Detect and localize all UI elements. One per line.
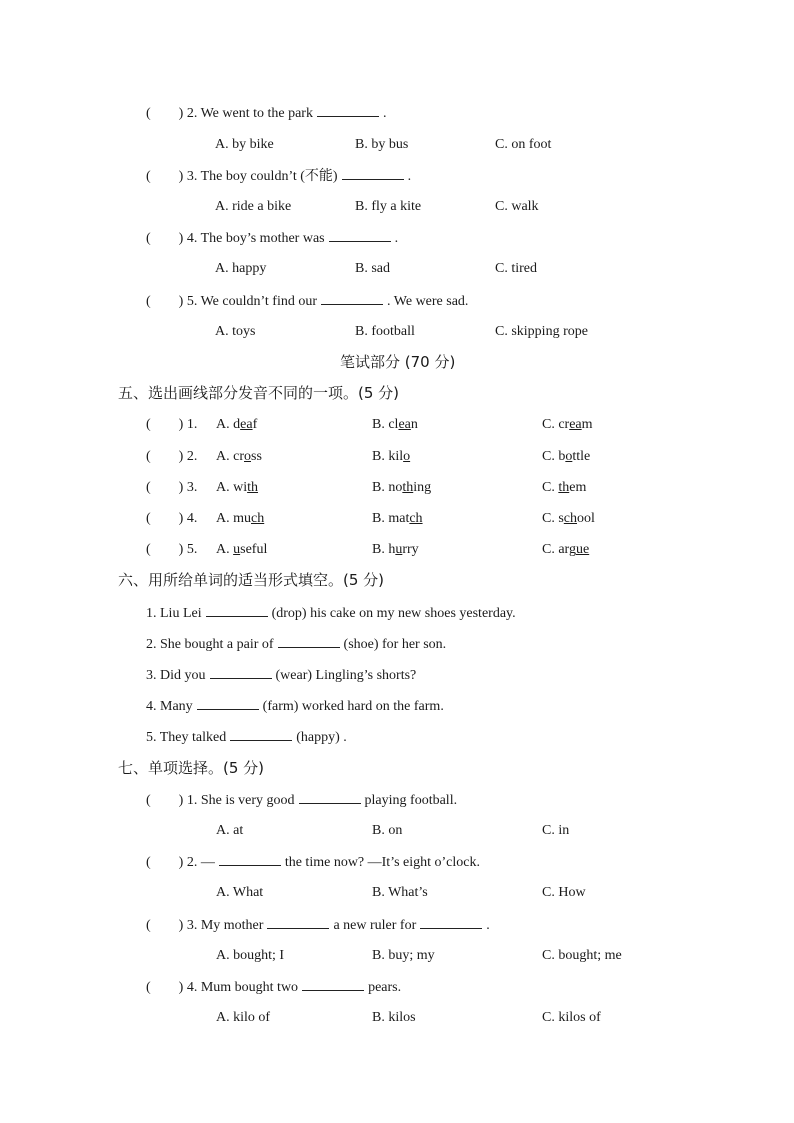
option-a[interactable]: A. bought; I [216, 948, 285, 963]
underlined-letters: th [247, 480, 259, 495]
answer-blank-2[interactable] [420, 916, 482, 929]
question-line [146, 167, 411, 186]
question-text-end: playing football. [364, 793, 458, 808]
option-a[interactable]: A. much [216, 511, 265, 526]
underlined-letters: o [403, 449, 411, 464]
option-a[interactable]: A. by bike [215, 137, 274, 152]
option-b[interactable]: B. fly a kite [355, 199, 422, 214]
answer-blank[interactable] [302, 978, 364, 991]
question-text-mid: a new ruler for [333, 918, 417, 933]
option-c[interactable]: C. tired [495, 261, 537, 276]
phonics-row [146, 541, 197, 559]
answer-paren[interactable]: ( ) [146, 106, 184, 121]
option-c[interactable]: C. skipping rope [495, 324, 588, 339]
question-text-end: . [407, 169, 412, 184]
answer-blank[interactable] [206, 604, 268, 617]
option-c[interactable]: C. bought; me [542, 948, 622, 963]
option-b[interactable]: B. clean [372, 417, 418, 432]
underlined-letters: ch [251, 511, 265, 526]
option-b[interactable]: B. by bus [355, 137, 409, 152]
question-text: My mother [200, 918, 264, 933]
question-text-end: the time now? —It’s eight o’clock. [284, 855, 481, 870]
answer-blank[interactable] [230, 728, 292, 741]
fill-row [146, 604, 516, 623]
option-b[interactable]: B. sad [355, 261, 390, 276]
answer-paren[interactable]: ( ) [146, 855, 184, 870]
option-b[interactable]: B. kilos [372, 1010, 416, 1025]
fill-text-end: (farm) worked hard on the farm. [262, 699, 444, 714]
answer-paren[interactable]: ( ) [146, 980, 184, 995]
underlined-letters: u [395, 542, 403, 557]
answer-paren[interactable]: ( ) [146, 231, 184, 246]
fill-row [146, 697, 444, 716]
option-a[interactable]: A. at [216, 823, 244, 838]
underlined-letters: o [565, 449, 573, 464]
answer-paren[interactable]: ( ) [146, 793, 184, 808]
option-a[interactable]: A. cross [216, 449, 262, 464]
fill-text: 5. They talked [146, 730, 227, 745]
option-a[interactable]: A. toys [215, 324, 256, 339]
answer-paren[interactable]: ( ) [146, 542, 184, 557]
option-a[interactable]: A. ride a bike [215, 199, 292, 214]
question-number: 3. [186, 169, 198, 184]
question-number: 5. [186, 542, 198, 557]
section6-title: 六、用所给单词的适当形式填空。(5 分) [118, 571, 385, 589]
question-number: 2. [186, 106, 198, 121]
question-text-end: . We were sad. [387, 294, 469, 309]
answer-paren[interactable]: ( ) [146, 294, 184, 309]
option-b[interactable]: B. buy; my [372, 948, 435, 963]
answer-blank[interactable] [299, 791, 361, 804]
underlined-letters: ea [569, 417, 582, 432]
phonics-row [146, 510, 197, 528]
question-text: — [200, 855, 215, 870]
fill-text: 2. She bought a pair of [146, 637, 274, 652]
phonics-row [146, 479, 197, 497]
underlined-letters: ea [240, 417, 253, 432]
option-c[interactable]: C. kilos of [542, 1010, 601, 1025]
answer-paren[interactable]: ( ) [146, 511, 184, 526]
question-number: 4. [186, 231, 198, 246]
question-number: 5. [186, 294, 198, 309]
option-c[interactable]: C. in [542, 823, 570, 838]
fill-text-end: (drop) his cake on my new shoes yesterday. [271, 606, 516, 621]
option-a[interactable]: A. deaf [216, 417, 258, 432]
choice-question [146, 791, 457, 810]
option-b[interactable]: B. match [372, 511, 423, 526]
fill-text: 3. Did you [146, 668, 206, 683]
question-text: We couldn’t find our [200, 294, 318, 309]
underlined-letters: ea [398, 417, 411, 432]
fill-text-end: (happy) . [296, 730, 347, 745]
choice-question [146, 853, 480, 872]
option-b[interactable]: B. hurry [372, 542, 419, 557]
option-a[interactable]: A. useful [216, 542, 268, 557]
fill-row [146, 728, 347, 747]
answer-paren[interactable]: ( ) [146, 417, 184, 432]
question-number: 1. [186, 793, 198, 808]
question-line [146, 104, 386, 123]
question-text-end: pears. [368, 980, 402, 995]
question-text-end: . [486, 918, 490, 933]
question-text: We went to the park [200, 106, 313, 121]
question-text-end: . [382, 106, 387, 121]
underlined-letters: th [558, 480, 570, 495]
question-number: 3. [186, 918, 198, 933]
question-number: 4. [186, 511, 198, 526]
underlined-letters: th [402, 480, 414, 495]
fill-text: 1. Liu Lei [146, 606, 202, 621]
question-text: The boy couldn’t (不能) [200, 169, 338, 184]
answer-blank[interactable] [210, 666, 272, 679]
answer-paren[interactable]: ( ) [146, 480, 184, 495]
option-c[interactable]: C. them [542, 480, 587, 495]
question-number: 4. [186, 980, 198, 995]
section5-title: 五、选出画线部分发音不同的一项。(5 分) [118, 384, 400, 402]
section7-title: 七、单项选择。(5 分) [118, 759, 265, 777]
answer-paren[interactable]: ( ) [146, 169, 184, 184]
fill-text-end: (wear) Lingling’s shorts? [275, 668, 417, 683]
underlined-letters: ch [563, 511, 578, 526]
fill-text: 4. Many [146, 699, 193, 714]
underlined-letters: ue [575, 542, 590, 557]
question-number: 1. [186, 417, 198, 432]
question-text-end: . [394, 231, 399, 246]
answer-blank[interactable] [342, 167, 404, 180]
option-b[interactable]: B. on [372, 823, 403, 838]
option-c[interactable]: C. cream [542, 417, 593, 432]
answer-blank[interactable] [267, 916, 329, 929]
option-b[interactable]: B. football [355, 324, 415, 339]
option-a[interactable]: A. kilo of [216, 1010, 271, 1025]
option-c[interactable]: C. walk [495, 199, 539, 214]
option-c[interactable]: C. bottle [542, 449, 591, 464]
fill-row [146, 635, 446, 654]
written-part-title: 笔试部分 (70 分) [340, 353, 456, 371]
answer-paren[interactable]: ( ) [146, 918, 184, 933]
option-c[interactable]: C. school [542, 511, 595, 526]
answer-blank[interactable] [219, 853, 281, 866]
phonics-row [146, 448, 197, 466]
underlined-letters: ch [409, 511, 423, 526]
question-text: Mum bought two [200, 980, 299, 995]
fill-row [146, 666, 416, 685]
answer-blank[interactable] [197, 697, 259, 710]
underlined-letters: u [233, 542, 241, 557]
question-number: 3. [186, 480, 198, 495]
question-text: She is very good [200, 793, 295, 808]
fill-text-end: (shoe) for her son. [343, 637, 447, 652]
answer-blank[interactable] [329, 229, 391, 242]
option-b[interactable]: B. nothing [372, 480, 432, 495]
question-text: The boy’s mother was [200, 231, 325, 246]
answer-blank[interactable] [321, 292, 383, 305]
question-number: 2. [186, 855, 198, 870]
option-a[interactable]: A. happy [215, 261, 267, 276]
question-number: 2. [186, 449, 198, 464]
phonics-row [146, 416, 197, 434]
option-a[interactable]: A. with [216, 480, 259, 495]
option-c[interactable]: C. How [542, 885, 586, 900]
option-b[interactable]: B. kilo [372, 449, 411, 464]
option-b[interactable]: B. What’s [372, 885, 428, 900]
question-line [146, 292, 468, 311]
option-a[interactable]: A. What [216, 885, 264, 900]
option-c[interactable]: C. argue [542, 542, 590, 557]
choice-question [146, 978, 401, 997]
underlined-letters: o [244, 449, 251, 464]
answer-blank[interactable] [278, 635, 340, 648]
answer-blank[interactable] [317, 104, 379, 117]
choice-question [146, 916, 490, 935]
answer-paren[interactable]: ( ) [146, 449, 184, 464]
option-c[interactable]: C. on foot [495, 137, 552, 152]
question-line [146, 229, 398, 248]
